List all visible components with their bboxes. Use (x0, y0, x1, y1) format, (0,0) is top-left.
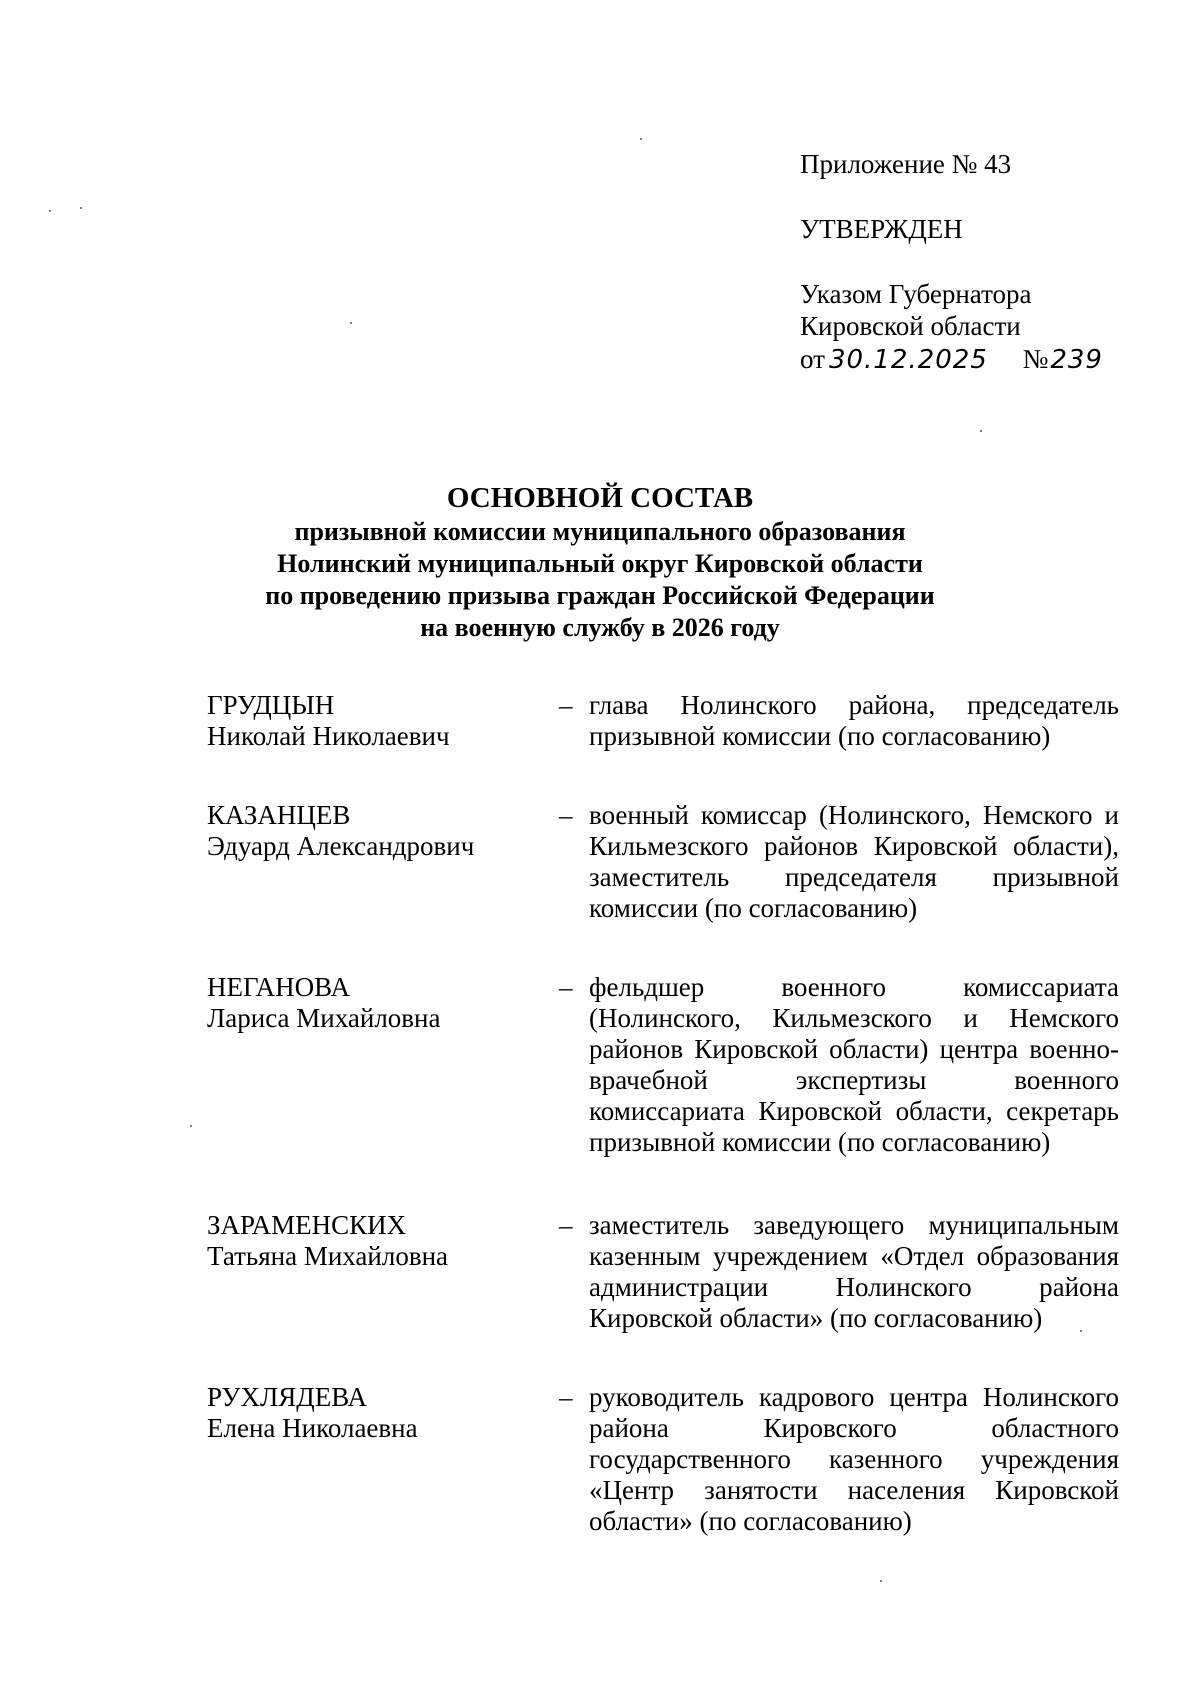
scan-speck (49, 210, 51, 212)
dash-separator: – (559, 800, 573, 830)
dash-separator: – (559, 1382, 573, 1412)
decree-line-2: Кировской области (800, 311, 1021, 341)
member-surname: ЗАРАМЕНСКИХ (207, 1210, 407, 1240)
member-given-names: Елена Николаевна (207, 1413, 418, 1443)
subtitle-line-3: по проведению призыва граждан Российской Федерации (265, 581, 935, 610)
dash-separator: – (559, 1210, 573, 1240)
member-role: руководитель кадрового центра Нолинского района Кировского областного государственного казенного учреждения «Центр занятости населения Кировской области» (по согласованию) (589, 1382, 1119, 1536)
member-surname: РУХЛЯДЕВА (207, 1382, 367, 1412)
member-name (207, 690, 527, 752)
subtitle-line-4: на военную службу в 2026 году (420, 613, 780, 642)
decree-line-1: Указом Губернатора (800, 279, 1032, 309)
scan-speck (1080, 1330, 1082, 1332)
member-surname: КАЗАНЦЕВ (207, 800, 351, 830)
member-name (207, 972, 527, 1034)
member-role: заместитель заведующего муниципальным казенным учреждением «Отдел образования администрации Нолинского района Кировской области» (по согласованию) (589, 1210, 1119, 1333)
member-surname: НЕГАНОВА (207, 972, 350, 1002)
handwritten-number: 239 (1050, 345, 1103, 375)
member-given-names: Татьяна Михайловна (207, 1241, 449, 1271)
member-given-names: Лариса Михайловна (207, 1003, 441, 1033)
number-prefix: № (1022, 344, 1049, 374)
handwritten-date: 30.12.2025 (828, 345, 988, 375)
appendix-number: Приложение № 43 (800, 149, 1012, 179)
scan-speck (350, 322, 352, 324)
approved-label: УТВЕРЖДЕН (800, 214, 963, 244)
dash-separator: – (559, 690, 573, 720)
subtitle-line-1: призывной комиссии муниципального образования (294, 517, 906, 546)
member-name (207, 1210, 527, 1272)
date-prefix: от (800, 344, 825, 374)
scan-speck (80, 207, 82, 209)
member-role: военный комиссар (Нолинского, Немского и Кильмезского районов Кировской области), заместитель председателя призывной комиссии (по согласованию) (589, 800, 1119, 923)
member-name (207, 800, 527, 862)
member-given-names: Эдуард Александрович (207, 831, 475, 861)
member-name (207, 1382, 527, 1444)
member-surname: ГРУДЦЫН (207, 690, 335, 720)
decree-date-line (800, 343, 1103, 376)
scan-speck (640, 138, 642, 140)
scan-speck (190, 1125, 192, 1127)
dash-separator: – (559, 972, 573, 1002)
subtitle-line-2: Нолинский муниципальный округ Кировской области (277, 549, 923, 578)
scan-speck (980, 430, 982, 432)
scan-speck (880, 1580, 882, 1582)
document-title: ОСНОВНОЙ СОСТАВ (446, 482, 754, 514)
member-role: глава Нолинского района, председатель призывной комиссии (по согласованию) (589, 690, 1119, 751)
member-given-names: Николай Николаевич (207, 721, 450, 751)
member-role: фельдшер военного комиссариата (Нолинского, Кильмезского и Немского районов Кировской области) центра военно-врачебной экспертизы военного комиссариата Кировской области, секретарь призывной комиссии (по согласованию) (589, 972, 1119, 1157)
